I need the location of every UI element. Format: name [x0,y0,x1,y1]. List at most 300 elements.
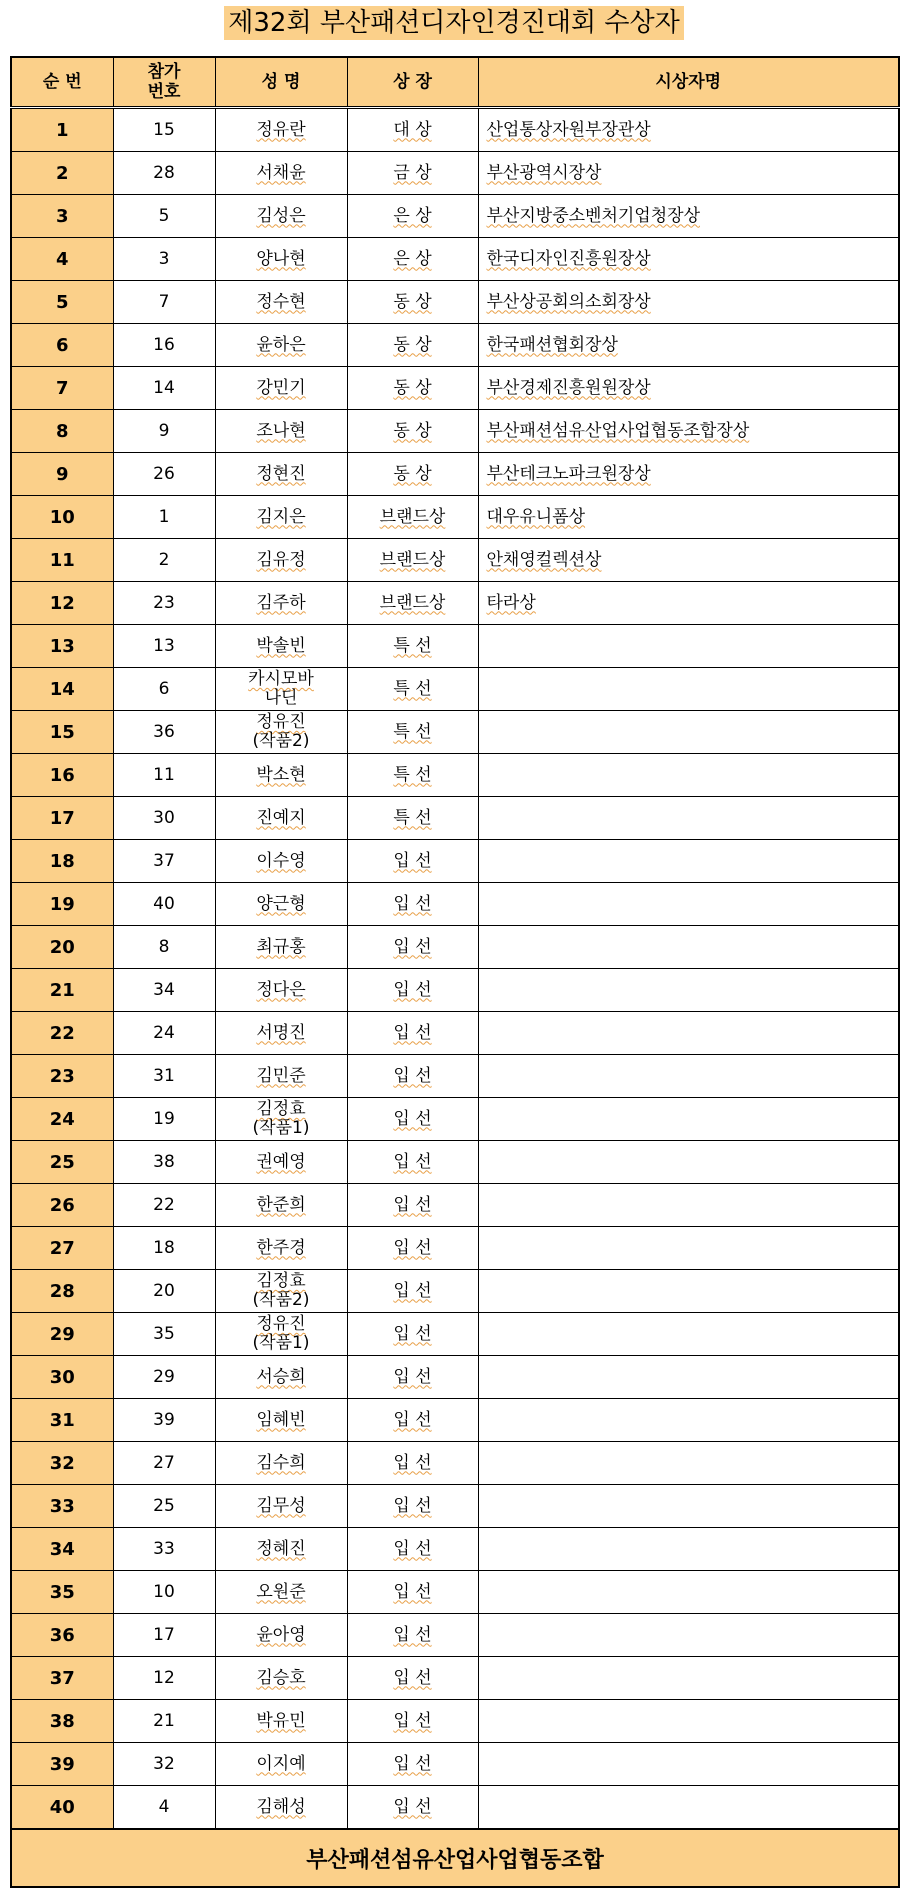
award-cell [347,1571,478,1614]
award-cell [347,1528,478,1571]
entry-number-cell [113,1743,215,1786]
presenter-cell [478,1657,899,1700]
rank-cell [11,1184,113,1227]
presenter-cell [478,1184,899,1227]
entry-number-cell [113,1528,215,1571]
entry-number-cell-text: 30 [153,807,175,828]
award-cell [347,1743,478,1786]
presenter-cell [478,281,899,324]
award-cell-text: 대 상 [393,119,432,140]
award-cell-text: 입 선 [393,1710,432,1731]
award-cell-text: 입 선 [393,1022,432,1043]
award-cell [347,1098,478,1141]
name-cell [215,1571,347,1614]
table-row [11,797,899,840]
name-text: 김민준 [256,1065,306,1086]
award-cell [347,1270,478,1313]
award-cell-text: 특 선 [393,635,432,656]
rank-cell-text: 14 [49,678,75,700]
rank-cell [11,1657,113,1700]
entry-number-cell-text: 37 [153,850,175,871]
award-cell-text: 브랜드상 [379,592,446,613]
rank-cell [11,969,113,1012]
entry-number-cell [113,1571,215,1614]
rank-cell [11,1141,113,1184]
award-cell-text: 입 선 [393,1409,432,1430]
name-text: 김무성 [256,1495,306,1516]
presenter-cell [478,367,899,410]
header-row [11,57,899,108]
rank-cell [11,926,113,969]
award-cell-text: 브랜드상 [379,549,446,570]
rank-cell [11,152,113,195]
name-cell [215,195,347,238]
name-cell [215,1786,347,1830]
rank-cell-text: 34 [49,1538,75,1560]
award-cell [347,1227,478,1270]
entry-number-cell-text: 15 [153,119,175,140]
award-cell [347,582,478,625]
name-text: 서명진 [256,1022,306,1043]
rank-cell [11,883,113,926]
entry-number-cell-text: 40 [153,893,175,914]
name-cell [215,1614,347,1657]
presenter-cell [478,108,899,152]
table-row [11,840,899,883]
award-cell-text: 입 선 [393,1753,432,1774]
award-cell-text: 금 상 [393,162,432,183]
rank-cell [11,238,113,281]
award-cell-text: 특 선 [393,807,432,828]
rank-cell-text: 22 [49,1022,75,1044]
entry-number-cell [113,108,215,152]
award-cell [347,797,478,840]
footer-row [11,1829,899,1887]
table-row [11,1356,899,1399]
entry-number-cell [113,1141,215,1184]
award-cell [347,711,478,754]
presenter-cell [478,1571,899,1614]
name-text: 김승호 [256,1667,306,1688]
award-cell [347,926,478,969]
rank-cell-text: 32 [49,1452,75,1474]
rank-cell [11,1442,113,1485]
name-cell [215,969,347,1012]
name-cell [215,1313,347,1356]
entry-number-cell [113,1184,215,1227]
entry-number-cell [113,1442,215,1485]
table-row [11,1399,899,1442]
entry-number-cell [113,1313,215,1356]
entry-number-cell [113,625,215,668]
document-title: 제32회 부산패션디자인경진대회 수상자 [224,6,683,40]
entry-number-cell-text: 22 [153,1194,175,1215]
award-cell-text: 은 상 [393,205,432,226]
entry-number-cell [113,926,215,969]
rank-cell-text: 24 [49,1108,75,1130]
rank-cell [11,1356,113,1399]
name-text: 한준희 [256,1194,306,1215]
name-subtext: (작품2) [252,731,310,751]
entry-number-cell [113,840,215,883]
award-cell-text: 동 상 [393,463,432,484]
presenter-cell-text: 부산상공회의소회장상 [486,291,651,312]
award-cell-text: 동 상 [393,420,432,441]
entry-number-cell-text: 11 [153,764,175,785]
presenter-cell [478,324,899,367]
entry-number-cell [113,1700,215,1743]
rank-cell [11,1614,113,1657]
name-text: 권예영 [256,1151,306,1172]
table-row [11,1571,899,1614]
entry-number-cell-text: 39 [153,1409,175,1430]
name-text: 조나현 [256,420,306,441]
header-award: 상 장 [347,57,478,108]
presenter-cell [478,1399,899,1442]
name-cell [215,281,347,324]
table-row [11,625,899,668]
presenter-cell-text: 부산경제진흥원원장상 [486,377,651,398]
rank-cell [11,797,113,840]
award-cell-text: 은 상 [393,248,432,269]
header-rank: 순 번 [11,57,113,108]
name-cell [215,797,347,840]
presenter-cell-text: 안채영컬렉션상 [486,549,602,570]
rank-cell-text: 6 [55,334,69,356]
name-cell [215,668,347,711]
entry-number-cell-text: 3 [158,248,170,269]
name-text: 카시모바 [248,669,314,689]
award-cell-text: 입 선 [393,893,432,914]
rank-cell [11,496,113,539]
award-cell-text: 입 선 [393,1624,432,1645]
table-row [11,1313,899,1356]
entry-number-cell [113,324,215,367]
table-row [11,410,899,453]
rank-cell [11,1012,113,1055]
award-cell [347,668,478,711]
name-text: 윤하은 [256,334,306,355]
presenter-cell-text: 부산테크노파크원장상 [486,463,651,484]
rank-cell [11,1786,113,1830]
rank-cell-text: 28 [49,1280,75,1302]
table-row [11,108,899,152]
award-cell-text: 입 선 [393,1581,432,1602]
presenter-cell [478,195,899,238]
table-row [11,1700,899,1743]
rank-cell [11,1700,113,1743]
entry-number-cell-text: 34 [153,979,175,1000]
award-cell [347,367,478,410]
table-row [11,1614,899,1657]
presenter-cell [478,1098,899,1141]
presenter-cell [478,840,899,883]
rank-cell [11,582,113,625]
name-cell [215,1098,347,1141]
entry-number-cell [113,711,215,754]
name-cell [215,625,347,668]
name-text: 정유진 [256,712,306,732]
name-cell [215,152,347,195]
table-row [11,1184,899,1227]
rank-cell-text: 4 [55,248,69,270]
award-cell [347,1614,478,1657]
entry-number-cell-text: 27 [153,1452,175,1473]
entry-number-cell-text: 1 [158,506,170,527]
entry-number-cell [113,496,215,539]
award-cell-text: 입 선 [393,1065,432,1086]
name-cell [215,1700,347,1743]
entry-number-cell-text: 20 [153,1280,175,1301]
name-cell [215,1528,347,1571]
presenter-cell-text: 대우유니폼상 [486,506,586,527]
rank-cell-text: 29 [49,1323,75,1345]
name-text: 서채윤 [256,162,306,183]
table-row [11,324,899,367]
rank-cell [11,754,113,797]
name-cell [215,926,347,969]
award-cell [347,195,478,238]
name-cell [215,324,347,367]
name-text: 정현진 [256,463,306,484]
name-text: 박유민 [256,1710,306,1731]
name-cell [215,453,347,496]
presenter-cell [478,1528,899,1571]
presenter-cell [478,926,899,969]
rank-cell-text: 13 [49,635,75,657]
name-text: 김해성 [256,1796,306,1817]
name-cell [215,1356,347,1399]
entry-number-cell-text: 29 [153,1366,175,1387]
table-row [11,926,899,969]
presenter-cell [478,711,899,754]
table-row [11,238,899,281]
presenter-cell [478,1313,899,1356]
table-row [11,1657,899,1700]
rank-cell-text: 17 [49,807,75,829]
award-cell [347,1442,478,1485]
name-text: 김정효 [256,1271,306,1291]
name-subtext: (작품1) [252,1333,310,1353]
name-text: 박솔빈 [256,635,306,656]
name-text: 양근형 [256,893,306,914]
name-cell [215,754,347,797]
award-cell-text: 입 선 [393,1151,432,1172]
award-cell-text: 입 선 [393,1323,432,1344]
name-text: 정수현 [256,291,306,312]
entry-number-cell [113,410,215,453]
award-cell [347,496,478,539]
presenter-cell [478,969,899,1012]
table-row [11,1055,899,1098]
entry-number-cell-text: 32 [153,1753,175,1774]
entry-number-cell-text: 31 [153,1065,175,1086]
rank-cell [11,410,113,453]
presenter-cell [478,152,899,195]
table-row [11,281,899,324]
rank-cell-text: 36 [49,1624,75,1646]
presenter-cell [478,1227,899,1270]
table-row [11,453,899,496]
presenter-cell [478,797,899,840]
award-cell-text: 입 선 [393,1108,432,1129]
rank-cell [11,1571,113,1614]
award-cell [347,625,478,668]
table-row [11,1528,899,1571]
presenter-cell-text: 한국디자인진흥원장상 [486,248,651,269]
rank-cell-text: 2 [55,162,69,184]
table-body [11,108,899,1830]
entry-number-cell-text: 13 [153,635,175,656]
entry-number-cell [113,1657,215,1700]
rank-cell [11,1485,113,1528]
entry-number-cell-text: 7 [158,291,170,312]
rank-cell [11,1227,113,1270]
presenter-cell-text: 부산광역시장상 [486,162,602,183]
name-cell [215,1141,347,1184]
entry-number-cell-text: 19 [153,1108,175,1129]
award-cell-text: 입 선 [393,850,432,871]
rank-cell [11,840,113,883]
rank-cell [11,1528,113,1571]
name-text: 윤아영 [256,1624,306,1645]
award-cell-text: 입 선 [393,1366,432,1387]
name-text: 박소현 [256,764,306,785]
rank-cell [11,1055,113,1098]
entry-number-cell-text: 25 [153,1495,175,1516]
table-row [11,1012,899,1055]
footer-organization: 부산패션섬유산업사업협동조합 [11,1829,899,1887]
entry-number-cell-text: 5 [158,205,170,226]
presenter-cell [478,238,899,281]
award-cell [347,1786,478,1830]
name-text: 양나현 [256,248,306,269]
name-cell [215,582,347,625]
name-cell [215,1399,347,1442]
name-cell [215,539,347,582]
entry-number-cell [113,195,215,238]
entry-number-cell-text: 35 [153,1323,175,1344]
rank-cell-text: 7 [55,377,69,399]
table-row [11,711,899,754]
presenter-cell-text: 한국패션협회장상 [486,334,618,355]
table-row [11,1098,899,1141]
table-row [11,496,899,539]
award-cell [347,1356,478,1399]
award-cell [347,883,478,926]
name-text: 김지은 [256,506,306,527]
name-text: 정유란 [256,119,306,140]
entry-number-cell [113,1786,215,1830]
rank-cell [11,625,113,668]
entry-number-cell [113,1356,215,1399]
entry-number-cell [113,453,215,496]
award-cell-text: 입 선 [393,1452,432,1473]
entry-number-cell [113,754,215,797]
rank-cell-text: 30 [49,1366,75,1388]
presenter-cell [478,1141,899,1184]
award-cell-text: 동 상 [393,334,432,355]
award-cell [347,1485,478,1528]
entry-number-cell-text: 6 [158,678,170,699]
entry-number-cell [113,883,215,926]
entry-number-cell-text: 38 [153,1151,175,1172]
name-text: 정혜진 [256,1538,306,1559]
entry-number-cell-text: 36 [153,721,175,742]
rank-cell [11,108,113,152]
entry-number-cell-text: 9 [158,420,170,441]
presenter-cell [478,754,899,797]
rank-cell-text: 27 [49,1237,75,1259]
entry-number-cell-text: 2 [158,549,170,570]
name-cell [215,1227,347,1270]
entry-number-cell [113,281,215,324]
name-cell [215,1184,347,1227]
award-cell-text: 특 선 [393,721,432,742]
name-text: 이지예 [256,1753,306,1774]
entry-number-cell-text: 33 [153,1538,175,1559]
award-cell [347,539,478,582]
name-cell [215,367,347,410]
rank-cell [11,281,113,324]
presenter-cell [478,1743,899,1786]
name-text: 정다은 [256,979,306,1000]
name-cell [215,1657,347,1700]
award-cell [347,1012,478,1055]
rank-cell-text: 35 [49,1581,75,1603]
award-cell [347,1657,478,1700]
rank-cell-text: 11 [49,549,75,571]
award-cell [347,238,478,281]
rank-cell-text: 3 [55,205,69,227]
award-cell [347,1399,478,1442]
rank-cell [11,367,113,410]
entry-number-cell [113,582,215,625]
rank-cell [11,668,113,711]
rank-cell-text: 16 [49,764,75,786]
presenter-cell-text: 타라상 [486,592,536,613]
rank-cell [11,1098,113,1141]
entry-number-cell [113,367,215,410]
award-cell-text: 입 선 [393,1495,432,1516]
entry-number-cell [113,1399,215,1442]
name-subtext: 나딘 [264,688,298,708]
presenter-cell [478,1270,899,1313]
rank-cell-text: 33 [49,1495,75,1517]
award-cell [347,1313,478,1356]
table-row [11,1786,899,1830]
name-text: 오원준 [256,1581,306,1602]
presenter-cell [478,453,899,496]
award-cell [347,1055,478,1098]
entry-number-cell-text: 4 [158,1796,170,1817]
table-row [11,539,899,582]
presenter-cell-text: 산업통상자원부장관상 [486,119,651,140]
award-cell-text: 입 선 [393,1538,432,1559]
rank-cell-text: 26 [49,1194,75,1216]
table-row [11,754,899,797]
award-cell-text: 입 선 [393,1237,432,1258]
table-row [11,1227,899,1270]
award-cell-text: 입 선 [393,1280,432,1301]
rank-cell [11,1743,113,1786]
presenter-cell [478,1700,899,1743]
award-cell-text: 브랜드상 [379,506,446,527]
presenter-cell [478,582,899,625]
name-cell [215,496,347,539]
rank-cell [11,453,113,496]
entry-number-cell-text: 24 [153,1022,175,1043]
